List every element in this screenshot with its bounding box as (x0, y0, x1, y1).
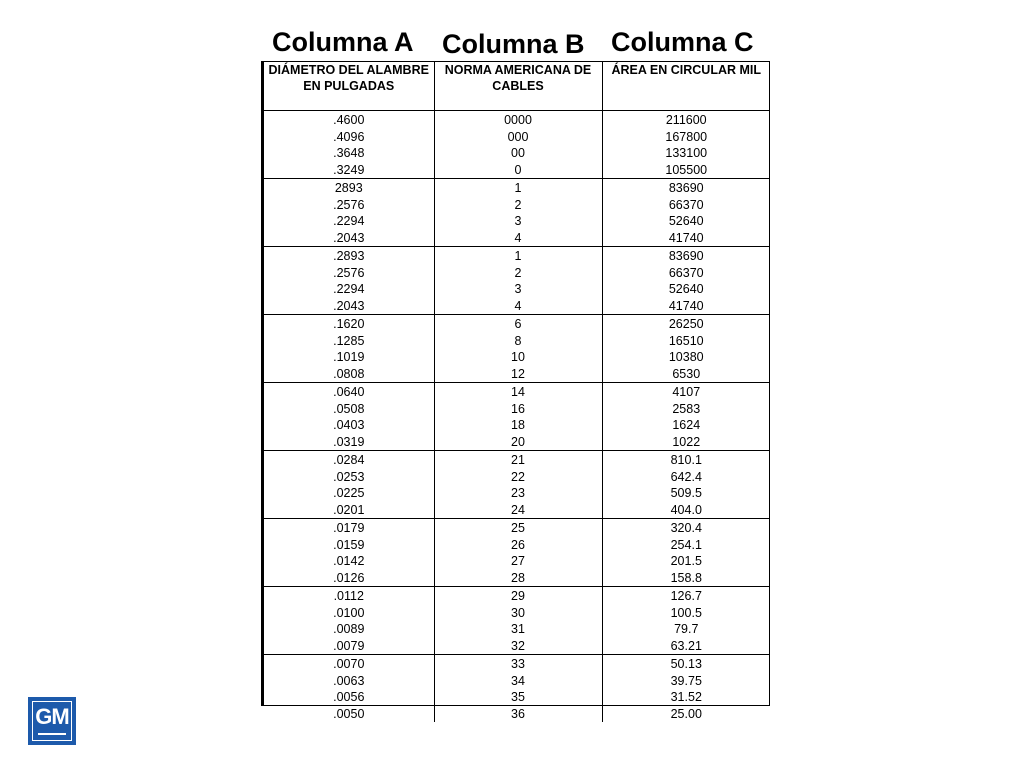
awg-value: 16 (511, 401, 525, 416)
area-value: 1022 (672, 434, 701, 449)
diameter-cell (264, 179, 434, 247)
diameter-cell (264, 247, 434, 315)
table-row (264, 587, 770, 655)
diameter-value: .0112 (333, 589, 364, 603)
table-row (264, 247, 770, 315)
area-value: 26250 (668, 317, 704, 331)
table-row (264, 315, 770, 383)
gm-logo-text: GM (35, 704, 69, 729)
awg-value: 30 (511, 605, 525, 620)
area-cell (602, 519, 770, 587)
area-value: 509.5 (670, 486, 702, 500)
area-value: 79.7 (674, 622, 699, 636)
diameter-value: 2893 (334, 181, 363, 195)
area-value: 158.8 (670, 570, 702, 585)
area-value: 133100 (665, 146, 708, 160)
area-value: 1624 (672, 418, 701, 432)
diameter-value: .0142 (333, 554, 365, 568)
diameter-value: .1620 (333, 317, 365, 331)
awg-value: 1 (514, 181, 522, 195)
diameter-value: .0508 (333, 401, 365, 416)
awg-value: 3 (514, 282, 522, 296)
awg-value: 1 (514, 249, 522, 263)
table-row (264, 655, 770, 723)
diameter-value: .0063 (333, 673, 365, 688)
diameter-value: .2576 (333, 197, 365, 212)
diameter-cell (264, 451, 434, 519)
gm-logo (28, 697, 76, 745)
diameter-value: .4096 (333, 129, 365, 144)
table-row (264, 451, 770, 519)
diameter-value: .2043 (333, 298, 365, 313)
area-value: 41740 (668, 230, 704, 245)
diameter-value: .1019 (333, 350, 365, 364)
area-value: 105500 (665, 162, 708, 177)
diameter-value: .1285 (333, 333, 365, 348)
diameter-value: .0126 (333, 570, 365, 585)
diameter-value: .3249 (333, 162, 365, 177)
diameter-cell (264, 315, 434, 383)
table-row (264, 519, 770, 587)
awg-value: 14 (511, 385, 525, 399)
area-value: 2583 (672, 401, 701, 416)
diameter-value: .0056 (333, 690, 365, 704)
area-value: 320.4 (670, 521, 702, 535)
diameter-value: .2576 (333, 265, 365, 280)
diameter-value: .0179 (333, 521, 365, 535)
diameter-value: .0640 (333, 385, 365, 399)
area-cell (602, 247, 770, 315)
awg-value: 29 (511, 589, 525, 603)
awg-value: 28 (511, 570, 525, 585)
awg-value: 27 (511, 554, 525, 568)
awg-cell (434, 383, 602, 451)
area-value: 50.13 (670, 657, 702, 671)
table-row (264, 383, 770, 451)
table-row (264, 179, 770, 247)
area-cell (602, 655, 770, 723)
area-value: 66370 (668, 265, 704, 280)
diameter-value: .0253 (333, 469, 365, 484)
awg-value: 0 (514, 162, 522, 177)
diameter-value: .0070 (333, 657, 365, 671)
diameter-value: .2893 (333, 249, 365, 263)
awg-value: 18 (511, 418, 525, 432)
diameter-value: .0201 (333, 502, 365, 517)
wire-gauge-table-container (261, 61, 770, 721)
table-body (264, 111, 770, 723)
area-value: 66370 (668, 197, 704, 212)
column-a-title: Columna A (272, 27, 414, 57)
table-header-row (264, 62, 770, 111)
awg-value: 35 (511, 690, 525, 704)
awg-cell (434, 179, 602, 247)
area-value: 25.00 (670, 706, 702, 721)
diameter-value: .0225 (333, 486, 365, 500)
area-cell (602, 451, 770, 519)
awg-cell (434, 655, 602, 723)
diameter-value: .0284 (333, 453, 365, 467)
diameter-value: .0808 (333, 366, 365, 381)
diameter-value: .0050 (333, 706, 365, 721)
column-c-title: Columna C (611, 27, 754, 57)
awg-value: 3 (514, 214, 522, 228)
area-value: 39.75 (670, 673, 702, 688)
awg-value: 25 (511, 521, 525, 535)
diameter-value: .2043 (333, 230, 365, 245)
diameter-value: .2294 (333, 282, 365, 296)
awg-value: 21 (511, 453, 525, 467)
area-cell (602, 587, 770, 655)
awg-value: 32 (511, 638, 525, 653)
awg-value: 23 (511, 486, 525, 500)
gm-logo-underline (38, 733, 66, 735)
area-value: 404.0 (670, 502, 702, 517)
awg-value: 0000 (504, 113, 532, 127)
area-value: 83690 (668, 249, 704, 263)
diameter-cell (264, 383, 434, 451)
area-value: 10380 (668, 350, 704, 364)
awg-cell (434, 451, 602, 519)
diameter-cell (264, 519, 434, 587)
header-area: ÁREA EN CIRCULAR MIL (602, 62, 770, 111)
awg-cell (434, 315, 602, 383)
table-row (264, 111, 770, 179)
header-diameter: DIÁMETRO DEL ALAMBRE EN PULGADAS (264, 62, 434, 111)
awg-value: 24 (511, 502, 525, 517)
diameter-cell (264, 111, 434, 179)
awg-value: 33 (511, 657, 525, 671)
awg-value: 00 (511, 146, 525, 160)
area-value: 810.1 (670, 453, 702, 467)
awg-value: 34 (511, 673, 525, 688)
area-value: 100.5 (670, 605, 702, 620)
diameter-value: .0319 (333, 434, 365, 449)
awg-cell (434, 111, 602, 179)
awg-value: 2 (514, 197, 522, 212)
awg-value: 20 (511, 434, 525, 449)
diameter-value: .0403 (333, 418, 365, 432)
awg-value: 6 (514, 317, 522, 331)
area-value: 41740 (668, 298, 704, 313)
area-value: 167800 (665, 129, 708, 144)
area-value: 83690 (668, 181, 704, 195)
area-value: 211600 (665, 113, 707, 127)
awg-value: 8 (514, 333, 522, 348)
diameter-value: .0100 (333, 605, 365, 620)
area-value: 642.4 (670, 469, 702, 484)
area-value: 254.1 (670, 537, 702, 552)
area-cell (602, 383, 770, 451)
area-value: 4107 (672, 385, 701, 399)
area-value: 201.5 (670, 554, 702, 568)
area-value: 6530 (672, 366, 701, 381)
diameter-value: .3648 (333, 146, 365, 160)
diameter-value: .0089 (333, 622, 365, 636)
area-value: 63.21 (670, 638, 702, 653)
area-value: 16510 (668, 333, 704, 348)
diameter-value: .2294 (333, 214, 365, 228)
diameter-value: .0159 (333, 537, 365, 552)
awg-cell (434, 519, 602, 587)
area-value: 52640 (668, 282, 704, 296)
awg-value: 36 (511, 706, 525, 721)
header-awg: NORMA AMERICANA DE CABLES (434, 62, 602, 111)
awg-value: 4 (514, 298, 522, 313)
awg-value: 10 (511, 350, 525, 364)
awg-cell (434, 247, 602, 315)
diameter-value: .4600 (333, 113, 365, 127)
column-b-title: Columna B (442, 29, 585, 59)
awg-cell (434, 587, 602, 655)
diameter-value: .0079 (333, 638, 365, 653)
awg-value: 31 (511, 622, 525, 636)
diameter-cell (264, 655, 434, 723)
awg-value: 4 (514, 230, 522, 245)
area-cell (602, 111, 770, 179)
area-value: 52640 (668, 214, 704, 228)
wire-gauge-table (264, 62, 770, 722)
area-cell (602, 179, 770, 247)
awg-value: 000 (507, 129, 529, 144)
awg-value: 2 (514, 265, 522, 280)
awg-value: 12 (511, 366, 525, 381)
area-cell (602, 315, 770, 383)
area-value: 126.7 (670, 589, 702, 603)
awg-value: 22 (511, 469, 525, 484)
diameter-cell (264, 587, 434, 655)
area-value: 31.52 (670, 690, 702, 704)
awg-value: 26 (511, 537, 525, 552)
